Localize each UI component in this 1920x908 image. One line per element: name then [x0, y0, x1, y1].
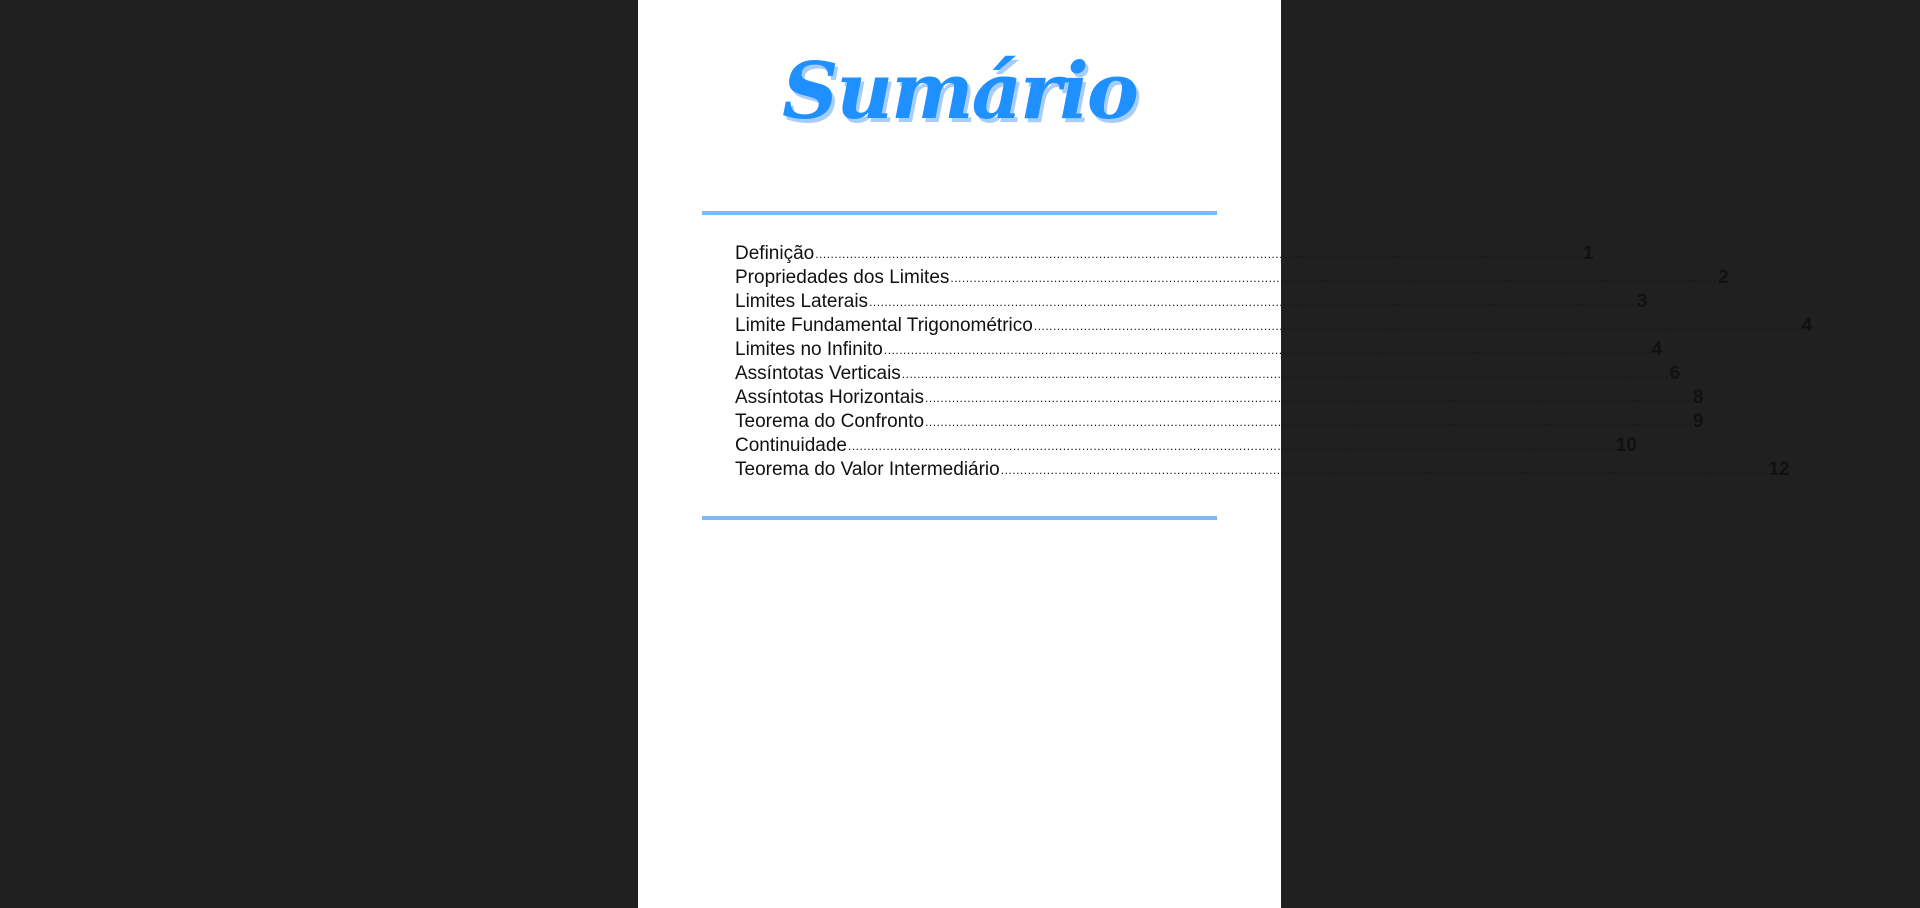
toc-leader-dots: ........................................................................................................................................................................................................	[815, 247, 1583, 261]
toc-entry-page: 9	[1692, 411, 1704, 432]
toc-entry-label: Assíntotas Horizontais	[735, 387, 925, 408]
toc-entry-page: 2	[1718, 267, 1729, 288]
toc-entry-page: 4	[1801, 315, 1813, 336]
toc-leader-dots: ........................................................................................................................................................................................................	[950, 271, 1718, 285]
toc-entry	[735, 387, 1704, 411]
toc-entry-page: 1	[1583, 243, 1594, 264]
toc-entry	[735, 411, 1704, 435]
toc-entry-label: Limites Laterais	[735, 291, 869, 312]
toc-entry	[735, 339, 1663, 363]
toc-entry-label: Teorema do Valor Intermediário	[735, 459, 1000, 480]
toc-entry	[735, 267, 1729, 291]
toc-entry-label: Teorema do Confronto	[735, 411, 925, 432]
toc-leader-dots: ........................................................................................................................................................................................................	[883, 343, 1651, 357]
toc-leader-dots: ........................................................................................................................................................................................................	[1000, 463, 1768, 477]
document-page	[638, 0, 1813, 908]
toc-entry	[735, 435, 1637, 459]
toc-entry-page: 3	[1636, 291, 1648, 312]
top-divider	[702, 211, 1217, 215]
toc-entry	[735, 291, 1648, 315]
toc-entry	[735, 363, 1681, 387]
toc-entry-label: Continuidade	[735, 435, 847, 456]
toc-entry-label: Propriedades dos Limites	[735, 267, 950, 288]
toc-entry-page: 10	[1615, 435, 1637, 456]
toc-entry-page: 12	[1768, 459, 1790, 480]
toc-entry-page: 6	[1669, 363, 1681, 384]
toc-leader-dots: ........................................................................................................................................................................................................	[869, 295, 1636, 309]
toc-entry-label: Limites no Infinito	[735, 339, 883, 360]
toc-entry	[735, 243, 1594, 267]
page-title: Sumário	[782, 46, 1137, 137]
toc-leader-dots: ........................................................................................................................................................................................................	[925, 415, 1692, 429]
toc-leader-dots: ........................................................................................................................................................................................................	[847, 439, 1615, 453]
toc-entry	[735, 315, 1813, 339]
toc-leader-dots: ........................................................................................................................................................................................................	[925, 391, 1692, 405]
toc-entry-page: 8	[1692, 387, 1704, 408]
table-of-contents	[735, 243, 1813, 483]
toc-entry-page: 4	[1651, 339, 1663, 360]
toc-leader-dots: ........................................................................................................................................................................................................	[901, 367, 1669, 381]
bottom-divider	[702, 516, 1217, 520]
toc-entry-label: Assíntotas Verticais	[735, 363, 901, 384]
toc-entry-label: Definição	[735, 243, 815, 264]
toc-entry-label: Limite Fundamental Trigonométrico	[735, 315, 1033, 336]
toc-leader-dots: ........................................................................................................................................................................................................	[1033, 319, 1801, 333]
toc-entry	[735, 459, 1790, 483]
